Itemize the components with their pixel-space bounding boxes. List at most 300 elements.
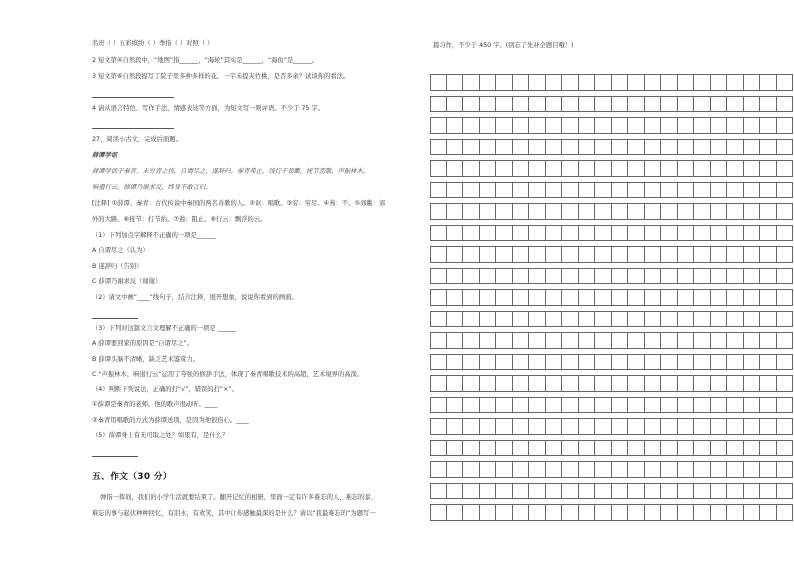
grid-cell bbox=[496, 332, 513, 349]
grid-cell bbox=[447, 440, 464, 457]
grid-cell bbox=[513, 375, 530, 392]
grid-cell bbox=[496, 504, 513, 521]
grid-cell bbox=[480, 440, 497, 457]
grid-cell bbox=[711, 354, 728, 371]
grid-cell bbox=[513, 268, 530, 285]
grid-cell bbox=[628, 225, 645, 242]
grid-cell bbox=[595, 354, 612, 371]
grid-cell bbox=[628, 504, 645, 521]
grid-cell bbox=[430, 504, 447, 521]
grid-cell bbox=[612, 461, 629, 478]
grid-cell bbox=[546, 225, 563, 242]
grid-cell bbox=[546, 461, 563, 478]
grid-cell bbox=[661, 504, 678, 521]
grid-row bbox=[430, 504, 793, 521]
grid-cell bbox=[678, 225, 695, 242]
grid-cell bbox=[678, 461, 695, 478]
grid-cell bbox=[579, 289, 596, 306]
grid-cell bbox=[480, 504, 497, 521]
grid-cell bbox=[727, 332, 744, 349]
grid-cell bbox=[760, 440, 777, 457]
grid-cell bbox=[645, 246, 662, 263]
grid-cell bbox=[661, 332, 678, 349]
grid-cell bbox=[612, 96, 629, 113]
grid-cell bbox=[447, 96, 464, 113]
question-line: （1）下列加点字解释不正确的一项是______ bbox=[92, 232, 216, 239]
grid-cell bbox=[694, 139, 711, 156]
grid-cell bbox=[579, 354, 596, 371]
grid-cell bbox=[760, 418, 777, 435]
grid-cell bbox=[612, 203, 629, 220]
grid-cell bbox=[612, 160, 629, 177]
grid-cell bbox=[529, 461, 546, 478]
grid-cell bbox=[711, 117, 728, 134]
grid-cell bbox=[694, 182, 711, 199]
grid-cell bbox=[628, 354, 645, 371]
grid-cell bbox=[612, 332, 629, 349]
grid-cell bbox=[645, 483, 662, 500]
grid-cell bbox=[595, 311, 612, 328]
grid-cell bbox=[529, 268, 546, 285]
grid-cell bbox=[628, 96, 645, 113]
grid-cell bbox=[562, 117, 579, 134]
option-line: B 遂辞归（告别） bbox=[92, 263, 143, 270]
grid-cell bbox=[661, 289, 678, 306]
grid-cell bbox=[595, 139, 612, 156]
grid-cell bbox=[744, 182, 761, 199]
grid-cell bbox=[694, 483, 711, 500]
grid-cell bbox=[744, 504, 761, 521]
grid-cell bbox=[727, 397, 744, 414]
grid-cell bbox=[529, 117, 546, 134]
grid-cell bbox=[711, 311, 728, 328]
grid-row bbox=[430, 160, 793, 177]
grid-cell bbox=[744, 225, 761, 242]
grid-cell bbox=[744, 375, 761, 392]
grid-row bbox=[430, 332, 793, 349]
grid-cell bbox=[513, 483, 530, 500]
grid-cell bbox=[496, 182, 513, 199]
grid-cell bbox=[496, 96, 513, 113]
grid-cell bbox=[496, 246, 513, 263]
grid-cell bbox=[661, 74, 678, 91]
grid-cell bbox=[447, 504, 464, 521]
grid-cell bbox=[529, 225, 546, 242]
grid-cell bbox=[727, 225, 744, 242]
grid-cell bbox=[513, 289, 530, 306]
grid-cell bbox=[661, 117, 678, 134]
grid-row bbox=[430, 246, 793, 263]
grid-cell bbox=[678, 504, 695, 521]
grid-cell bbox=[447, 418, 464, 435]
grid-cell bbox=[463, 268, 480, 285]
grid-cell bbox=[546, 332, 563, 349]
question-line: 4 请从语言特色、写作手法、情感表达等方面，为短文写一则评语。不少于 75 字。 bbox=[92, 105, 325, 112]
grid-cell bbox=[562, 246, 579, 263]
grid-cell bbox=[694, 203, 711, 220]
grid-cell bbox=[480, 268, 497, 285]
grid-cell bbox=[480, 117, 497, 134]
grid-cell bbox=[760, 203, 777, 220]
grid-cell bbox=[628, 397, 645, 414]
grid-cell bbox=[529, 483, 546, 500]
grid-cell bbox=[678, 440, 695, 457]
grid-cell bbox=[645, 354, 662, 371]
grid-cell bbox=[529, 182, 546, 199]
grid-cell bbox=[727, 268, 744, 285]
grid-cell bbox=[760, 332, 777, 349]
grid-cell bbox=[430, 397, 447, 414]
grid-cell bbox=[562, 311, 579, 328]
grid-cell bbox=[546, 74, 563, 91]
grid-cell bbox=[562, 182, 579, 199]
grid-cell bbox=[529, 418, 546, 435]
grid-cell bbox=[430, 203, 447, 220]
grid-cell bbox=[628, 375, 645, 392]
grid-cell bbox=[463, 74, 480, 91]
grid-cell bbox=[694, 440, 711, 457]
grid-cell bbox=[744, 354, 761, 371]
grid-cell bbox=[645, 418, 662, 435]
grid-cell bbox=[595, 483, 612, 500]
grid-cell bbox=[463, 397, 480, 414]
grid-cell bbox=[678, 160, 695, 177]
grid-cell bbox=[760, 461, 777, 478]
grid-cell bbox=[777, 117, 794, 134]
grid-cell bbox=[546, 182, 563, 199]
grid-cell bbox=[744, 74, 761, 91]
grid-cell bbox=[744, 246, 761, 263]
grid-cell bbox=[760, 160, 777, 177]
grid-cell bbox=[546, 440, 563, 457]
answer-blank-line bbox=[92, 456, 138, 457]
grid-cell bbox=[645, 160, 662, 177]
grid-cell bbox=[645, 139, 662, 156]
grid-cell bbox=[612, 311, 629, 328]
grid-cell bbox=[529, 289, 546, 306]
grid-cell bbox=[463, 203, 480, 220]
grid-cell bbox=[513, 461, 530, 478]
grid-cell bbox=[612, 397, 629, 414]
grid-cell bbox=[562, 397, 579, 414]
grid-cell bbox=[529, 96, 546, 113]
grid-cell bbox=[777, 139, 794, 156]
grid-cell bbox=[711, 268, 728, 285]
grid-cell bbox=[760, 483, 777, 500]
grid-cell bbox=[711, 440, 728, 457]
grid-cell bbox=[727, 504, 744, 521]
grid-cell bbox=[595, 504, 612, 521]
grid-cell bbox=[579, 418, 596, 435]
grid-cell bbox=[496, 203, 513, 220]
grid-row bbox=[430, 375, 793, 392]
grid-cell bbox=[447, 203, 464, 220]
passage-title: 薛谭学讴 bbox=[92, 152, 118, 159]
grid-cell bbox=[496, 160, 513, 177]
grid-cell bbox=[430, 332, 447, 349]
grid-cell bbox=[645, 74, 662, 91]
grid-cell bbox=[645, 289, 662, 306]
grid-cell bbox=[463, 483, 480, 500]
grid-cell bbox=[579, 375, 596, 392]
grid-cell bbox=[694, 74, 711, 91]
grid-cell bbox=[678, 354, 695, 371]
grid-cell bbox=[760, 96, 777, 113]
answer-blank-line bbox=[92, 97, 174, 98]
grid-cell bbox=[529, 375, 546, 392]
grid-cell bbox=[430, 375, 447, 392]
grid-cell bbox=[529, 311, 546, 328]
grid-cell bbox=[678, 418, 695, 435]
grid-cell bbox=[711, 74, 728, 91]
grid-cell bbox=[744, 461, 761, 478]
grid-cell bbox=[480, 182, 497, 199]
grid-cell bbox=[694, 160, 711, 177]
grid-cell bbox=[513, 96, 530, 113]
grid-cell bbox=[463, 354, 480, 371]
grid-cell bbox=[579, 397, 596, 414]
grid-cell bbox=[612, 139, 629, 156]
grid-cell bbox=[562, 203, 579, 220]
grid-cell bbox=[628, 74, 645, 91]
grid-cell bbox=[463, 160, 480, 177]
grid-cell bbox=[430, 96, 447, 113]
grid-cell bbox=[447, 182, 464, 199]
grid-cell bbox=[480, 74, 497, 91]
grid-row bbox=[430, 461, 793, 478]
grid-cell bbox=[661, 225, 678, 242]
grid-cell bbox=[661, 160, 678, 177]
grid-cell bbox=[496, 117, 513, 134]
grid-cell bbox=[628, 160, 645, 177]
question-line: 2 短文第④自然段中，“地图”指______，“海轮”其实是______，“海鱼”是______。 bbox=[92, 57, 319, 64]
grid-cell bbox=[777, 375, 794, 392]
option-line: A 薛谭要回家的原因是“自谓尽之”。 bbox=[92, 340, 193, 347]
grid-cell bbox=[727, 182, 744, 199]
grid-cell bbox=[661, 375, 678, 392]
grid-cell bbox=[760, 246, 777, 263]
grid-cell bbox=[447, 139, 464, 156]
grid-cell bbox=[661, 203, 678, 220]
grid-cell bbox=[694, 354, 711, 371]
grid-cell bbox=[645, 332, 662, 349]
grid-cell bbox=[777, 354, 794, 371]
grid-cell bbox=[645, 96, 662, 113]
grid-cell bbox=[579, 311, 596, 328]
grid-cell bbox=[595, 160, 612, 177]
grid-cell bbox=[496, 311, 513, 328]
grid-cell bbox=[760, 117, 777, 134]
grid-cell bbox=[546, 354, 563, 371]
grid-cell bbox=[711, 139, 728, 156]
grid-cell bbox=[760, 182, 777, 199]
grid-cell bbox=[579, 225, 596, 242]
grid-cell bbox=[546, 311, 563, 328]
grid-cell bbox=[678, 311, 695, 328]
grid-cell bbox=[760, 268, 777, 285]
grid-cell bbox=[480, 289, 497, 306]
grid-cell bbox=[546, 203, 563, 220]
question-line: （5）薛谭身上有无可取之处？如果有，是什么？ bbox=[92, 432, 229, 439]
grid-cell bbox=[777, 483, 794, 500]
grid-row bbox=[430, 397, 793, 414]
grid-cell bbox=[628, 332, 645, 349]
grid-cell bbox=[480, 483, 497, 500]
grid-cell bbox=[513, 225, 530, 242]
grid-cell bbox=[496, 375, 513, 392]
grid-cell bbox=[546, 268, 563, 285]
grid-cell bbox=[661, 483, 678, 500]
grid-cell bbox=[463, 461, 480, 478]
grid-cell bbox=[496, 397, 513, 414]
grid-cell bbox=[579, 182, 596, 199]
question-line: （4）判断下列说法，正确的打“√”，错误的打“×”。 bbox=[92, 386, 238, 393]
grid-cell bbox=[678, 96, 695, 113]
grid-cell bbox=[678, 268, 695, 285]
grid-cell bbox=[628, 139, 645, 156]
grid-row bbox=[430, 483, 793, 500]
grid-cell bbox=[744, 139, 761, 156]
grid-cell bbox=[529, 203, 546, 220]
grid-cell bbox=[727, 203, 744, 220]
grid-cell bbox=[711, 397, 728, 414]
grid-cell bbox=[562, 461, 579, 478]
grid-cell bbox=[513, 74, 530, 91]
grid-cell bbox=[678, 74, 695, 91]
grid-cell bbox=[612, 268, 629, 285]
option-line: A 自谓尽之（认为） bbox=[92, 247, 149, 254]
grid-cell bbox=[777, 461, 794, 478]
grid-row bbox=[430, 74, 793, 91]
grid-cell bbox=[579, 268, 596, 285]
grid-cell bbox=[480, 354, 497, 371]
grid-cell bbox=[744, 332, 761, 349]
grid-cell bbox=[711, 96, 728, 113]
grid-cell bbox=[546, 375, 563, 392]
grid-cell bbox=[760, 311, 777, 328]
grid-cell bbox=[595, 268, 612, 285]
grid-cell bbox=[579, 440, 596, 457]
grid-cell bbox=[777, 418, 794, 435]
grid-cell bbox=[579, 74, 596, 91]
grid-cell bbox=[447, 74, 464, 91]
grid-cell bbox=[430, 311, 447, 328]
grid-cell bbox=[694, 96, 711, 113]
grid-cell bbox=[760, 354, 777, 371]
grid-cell bbox=[480, 375, 497, 392]
grid-cell bbox=[430, 182, 447, 199]
grid-cell bbox=[529, 246, 546, 263]
grid-cell bbox=[777, 182, 794, 199]
grid-cell bbox=[562, 160, 579, 177]
option-line: C 薛谭乃谢求反（谢谢） bbox=[92, 278, 162, 285]
grid-cell bbox=[447, 268, 464, 285]
grid-cell bbox=[447, 311, 464, 328]
grid-cell bbox=[661, 440, 678, 457]
grid-cell bbox=[711, 332, 728, 349]
grid-cell bbox=[496, 74, 513, 91]
grid-cell bbox=[463, 96, 480, 113]
grid-cell bbox=[744, 160, 761, 177]
grid-cell bbox=[645, 397, 662, 414]
grid-cell bbox=[645, 203, 662, 220]
grid-cell bbox=[645, 182, 662, 199]
grid-cell bbox=[529, 160, 546, 177]
annotation-line: 外的大路。⑥抚节：打节拍。⑦遏：阻止。⑧行云：飘浮的云。 bbox=[92, 216, 267, 223]
grid-cell bbox=[463, 225, 480, 242]
option-line: B 薛谭头脑不清晰，缺乏艺术鉴赏力。 bbox=[92, 356, 200, 363]
grid-cell bbox=[678, 203, 695, 220]
grid-cell bbox=[529, 397, 546, 414]
grid-cell bbox=[447, 354, 464, 371]
grid-cell bbox=[628, 311, 645, 328]
grid-cell bbox=[711, 246, 728, 263]
grid-cell bbox=[496, 139, 513, 156]
grid-cell bbox=[661, 418, 678, 435]
grid-cell bbox=[529, 440, 546, 457]
question-line: 27、阅读小古文，完成后面题。 bbox=[92, 136, 182, 143]
grid-cell bbox=[711, 418, 728, 435]
grid-cell bbox=[694, 246, 711, 263]
grid-cell bbox=[628, 289, 645, 306]
grid-row bbox=[430, 225, 793, 242]
grid-cell bbox=[711, 182, 728, 199]
grid-cell bbox=[678, 246, 695, 263]
grid-cell bbox=[579, 461, 596, 478]
grid-cell bbox=[447, 160, 464, 177]
grid-cell bbox=[513, 332, 530, 349]
grid-cell bbox=[513, 397, 530, 414]
grid-cell bbox=[513, 418, 530, 435]
grid-cell bbox=[678, 182, 695, 199]
annotation-line: [注释] ①薛谭、秦青：古代传说中秦国的两名善歌的人。②讴：唱歌。③穷：穷尽。④弗：不。⑤郊衢：郊 bbox=[92, 200, 386, 207]
grid-row bbox=[430, 117, 793, 134]
grid-cell bbox=[463, 139, 480, 156]
grid-cell bbox=[645, 117, 662, 134]
grid-cell bbox=[612, 418, 629, 435]
grid-cell bbox=[595, 461, 612, 478]
grid-cell bbox=[595, 182, 612, 199]
grid-cell bbox=[744, 483, 761, 500]
grid-cell bbox=[744, 289, 761, 306]
grid-cell bbox=[562, 375, 579, 392]
grid-cell bbox=[480, 461, 497, 478]
grid-cell bbox=[430, 354, 447, 371]
passage-line: 响遏行云。薛谭乃谢求反，终身不敢言归。 bbox=[92, 184, 212, 191]
grid-cell bbox=[711, 504, 728, 521]
grid-cell bbox=[711, 160, 728, 177]
grid-row bbox=[430, 96, 793, 113]
grid-cell bbox=[694, 289, 711, 306]
grid-cell bbox=[645, 375, 662, 392]
grid-cell bbox=[777, 268, 794, 285]
grid-row bbox=[430, 418, 793, 435]
grid-cell bbox=[430, 246, 447, 263]
grid-cell bbox=[595, 289, 612, 306]
grid-cell bbox=[612, 504, 629, 521]
grid-cell bbox=[595, 375, 612, 392]
grid-cell bbox=[744, 203, 761, 220]
grid-cell bbox=[744, 117, 761, 134]
grid-cell bbox=[760, 375, 777, 392]
grid-cell bbox=[711, 461, 728, 478]
grid-cell bbox=[430, 289, 447, 306]
grid-cell bbox=[430, 160, 447, 177]
grid-cell bbox=[727, 117, 744, 134]
grid-cell bbox=[496, 440, 513, 457]
grid-cell bbox=[546, 289, 563, 306]
grid-cell bbox=[678, 483, 695, 500]
